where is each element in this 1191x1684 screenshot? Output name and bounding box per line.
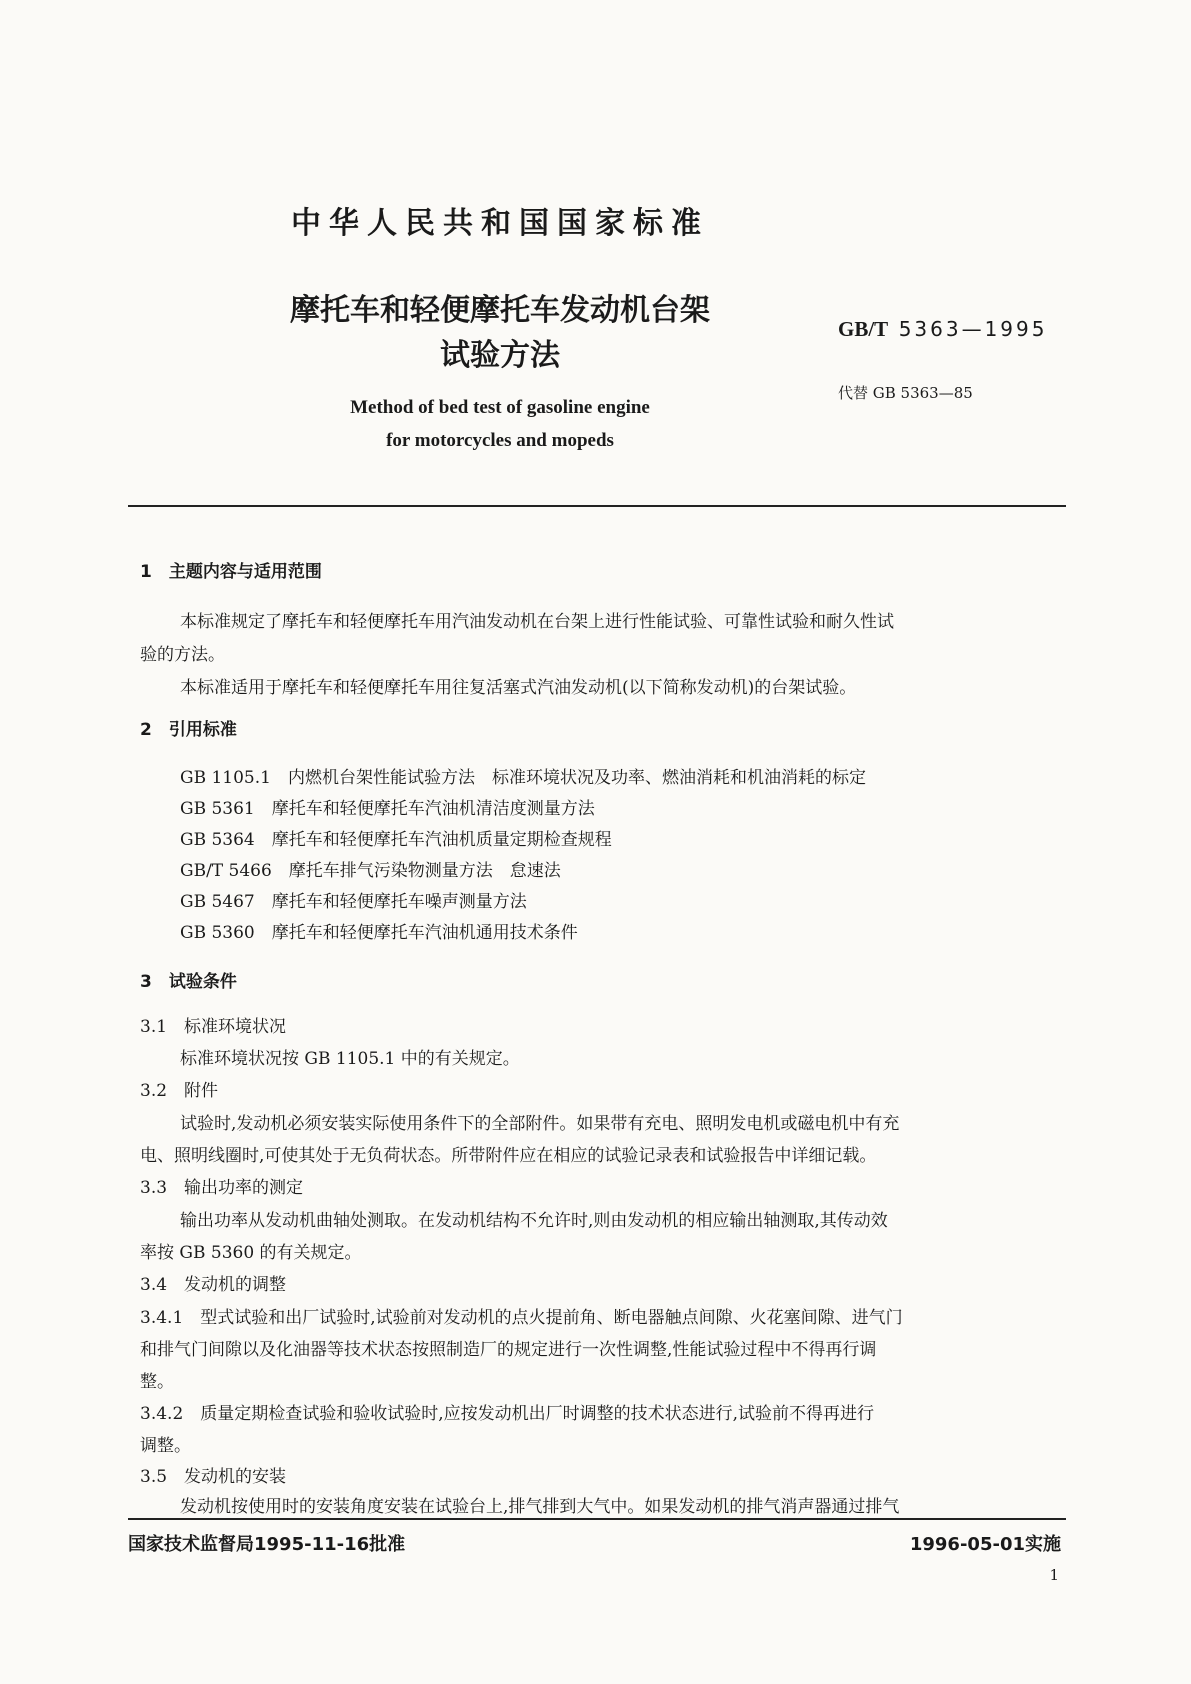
national-standard-heading: 中华人民共和国国家标准	[291, 206, 709, 241]
section-3-4-1-line3: 整。	[140, 1372, 174, 1392]
section-3-4-2-line1: 3.4.2 质量定期检查试验和验收试验时,应按发动机出厂时调整的技术状态进行,试验前不得再进行	[140, 1404, 875, 1424]
section-3-4-1-line2: 和排气门间隙以及化油器等技术状态按照制造厂的规定进行一次性调整,性能试验过程中不得再行调	[140, 1340, 877, 1360]
section-3-5-heading: 3.5 发动机的安装	[140, 1467, 287, 1487]
section-3-heading: 3 试验条件	[140, 972, 237, 992]
section-1-para1-line1: 本标准规定了摩托车和轻便摩托车用汽油发动机在台架上进行性能试验、可靠性试验和耐久性试	[180, 612, 894, 632]
standard-code: 5363—1995	[898, 317, 1048, 341]
section-3-1-para: 标准环境状况按 GB 1105.1 中的有关规定。	[180, 1049, 520, 1069]
title-en-line2: for motorcycles and mopeds	[386, 430, 614, 451]
ref-item: GB 5361 摩托车和轻便摩托车汽油机清洁度测量方法	[180, 799, 595, 819]
ref-item: GB 1105.1 内燃机台架性能试验方法 标准环境状况及功率、燃油消耗和机油消耗的标定	[180, 768, 866, 788]
footer-divider	[128, 1518, 1066, 1520]
title-zh-line1: 摩托车和轻便摩托车发动机台架	[290, 293, 710, 328]
section-3-3-heading: 3.3 输出功率的测定	[140, 1178, 304, 1198]
standard-prefix: GB/T	[838, 317, 889, 341]
section-1-heading: 1 主题内容与适用范围	[140, 562, 322, 582]
approval-date: 国家技术监督局1995-11-16批准	[128, 1534, 406, 1555]
title-en-line1: Method of bed test of gasoline engine	[350, 397, 650, 418]
section-3-3-para-line2: 率按 GB 5360 的有关规定。	[140, 1243, 362, 1263]
section-3-3-para-line1: 输出功率从发动机曲轴处测取。在发动机结构不允许时,则由发动机的相应输出轴测取,其传动效	[180, 1211, 888, 1231]
section-2-heading: 2 引用标准	[140, 720, 237, 740]
section-3-4-1-line1: 3.4.1 型式试验和出厂试验时,试验前对发动机的点火提前角、断电器触点间隙、火花塞间隙、进气门	[140, 1308, 903, 1328]
section-3-5-para: 发动机按使用时的安装角度安装在试验台上,排气排到大气中。如果发动机的排气消声器通过排气	[180, 1497, 900, 1517]
ref-item: GB 5364 摩托车和轻便摩托车汽油机质量定期检查规程	[180, 830, 612, 850]
ref-item: GB 5360 摩托车和轻便摩托车汽油机通用技术条件	[180, 923, 578, 943]
section-3-2-para-line1: 试验时,发动机必须安装实际使用条件下的全部附件。如果带有充电、照明发电机或磁电机中有充	[180, 1114, 900, 1134]
ref-item: GB/T 5466 摩托车排气污染物测量方法 怠速法	[180, 861, 561, 881]
section-1-para2: 本标准适用于摩托车和轻便摩托车用往复活塞式汽油发动机(以下简称发动机)的台架试验。	[180, 678, 857, 698]
replaces-standard: 代替 GB 5363—85	[838, 384, 973, 402]
header-divider	[128, 505, 1066, 507]
section-3-2-heading: 3.2 附件	[140, 1081, 219, 1101]
section-3-4-2-line2: 调整。	[140, 1436, 191, 1456]
effective-date: 1996-05-01实施	[909, 1534, 1061, 1555]
title-zh-line2: 试验方法	[440, 338, 560, 373]
ref-item: GB 5467 摩托车和轻便摩托车噪声测量方法	[180, 892, 527, 912]
section-3-1-heading: 3.1 标准环境状况	[140, 1017, 287, 1037]
standard-number	[838, 317, 1047, 342]
section-3-2-para-line2: 电、照明线圈时,可使其处于无负荷状态。所带附件应在相应的试验记录表和试验报告中详细记载。	[140, 1146, 877, 1166]
section-1-para1-line2: 验的方法。	[140, 645, 225, 665]
section-3-4-heading: 3.4 发动机的调整	[140, 1275, 287, 1295]
page-number: 1	[1049, 1566, 1059, 1584]
